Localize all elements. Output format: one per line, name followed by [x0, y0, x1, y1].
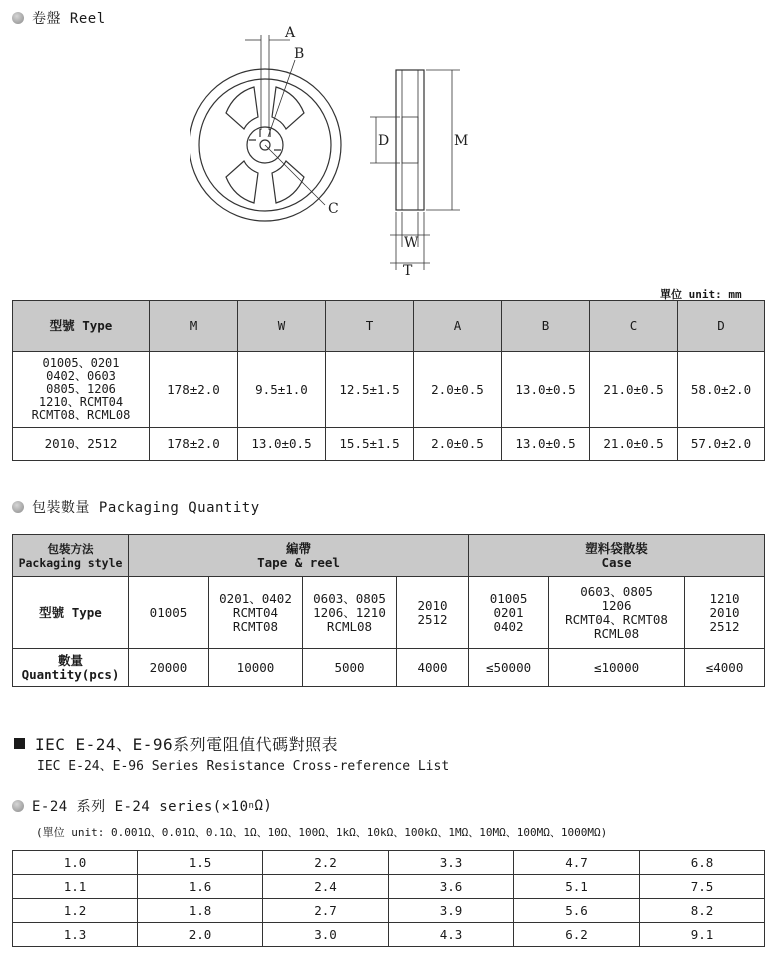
e24-cell: 4.7 — [514, 851, 640, 875]
reel-header-b: B — [502, 301, 590, 352]
tape-reel-header: 編帶 Tape & reel — [129, 535, 469, 577]
label-b: B — [294, 46, 305, 62]
reel-cell: 2.0±0.5 — [414, 352, 502, 428]
e24-cell: 2.4 — [263, 875, 389, 899]
packaging-type-cell: 1210 2010 2512 — [685, 577, 765, 649]
packaging-qty-cell: ≤10000 — [549, 649, 685, 687]
label-t: T — [403, 263, 413, 279]
reel-cell: 2.0±0.5 — [414, 428, 502, 461]
reel-header-w: W — [238, 301, 326, 352]
reel-cell: 57.0±2.0 — [678, 428, 765, 461]
packaging-qty-cell: 4000 — [397, 649, 469, 687]
reel-diagram — [190, 25, 490, 280]
reel-cell: 178±2.0 — [150, 352, 238, 428]
e24-cell: 1.1 — [13, 875, 138, 899]
case-header: 塑料袋散裝 Case — [469, 535, 765, 577]
bullet-icon — [12, 800, 24, 812]
label-d: D — [378, 133, 390, 149]
e24-title-suffix: Ω) — [254, 798, 273, 814]
e24-cell: 2.0 — [138, 923, 263, 947]
e24-cell: 1.2 — [13, 899, 138, 923]
e24-cell: 7.5 — [640, 875, 765, 899]
label-w: W — [404, 235, 419, 251]
e24-cell: 1.3 — [13, 923, 138, 947]
label-a: A — [285, 25, 296, 41]
reel-section-title — [12, 8, 106, 28]
e24-cell: 2.2 — [263, 851, 389, 875]
iec-section-title — [14, 732, 338, 755]
e24-cell: 3.0 — [263, 923, 389, 947]
table-row — [13, 923, 765, 947]
e24-cell: 1.8 — [138, 899, 263, 923]
reel-header-t: T — [326, 301, 414, 352]
reel-cell: 9.5±1.0 — [238, 352, 326, 428]
e24-title-sup: n — [248, 801, 255, 811]
packaging-qty-cell: ≤4000 — [685, 649, 765, 687]
packaging-type-cell: 01005 — [129, 577, 209, 649]
packaging-type-label: 型號 Type — [13, 577, 129, 649]
e24-cell: 3.6 — [389, 875, 514, 899]
e24-cell: 1.5 — [138, 851, 263, 875]
e24-cell: 5.1 — [514, 875, 640, 899]
square-bullet-icon — [14, 738, 25, 749]
table-row — [13, 577, 765, 649]
reel-header-type: 型號 Type — [13, 301, 150, 352]
bullet-icon — [12, 12, 24, 24]
reel-cell: 178±2.0 — [150, 428, 238, 461]
e24-cell: 8.2 — [640, 899, 765, 923]
reel-cell: 58.0±2.0 — [678, 352, 765, 428]
reel-unit: 單位 unit: mm — [660, 288, 742, 301]
e24-cell: 6.8 — [640, 851, 765, 875]
table-row — [13, 875, 765, 899]
reel-cell: 13.0±0.5 — [238, 428, 326, 461]
reel-header-c: C — [590, 301, 678, 352]
e24-units: (單位 unit: 0.001Ω、0.01Ω、0.1Ω、1Ω、10Ω、100Ω、1kΩ、10kΩ、100kΩ、1MΩ、10MΩ、100MΩ、1000MΩ) — [36, 826, 608, 839]
label-m: M — [454, 133, 469, 149]
packaging-qty-cell: ≤50000 — [469, 649, 549, 687]
packaging-title: 包裝數量 Packaging Quantity — [32, 500, 260, 516]
e24-cell: 4.3 — [389, 923, 514, 947]
packaging-table — [12, 534, 765, 687]
e24-cell: 9.1 — [640, 923, 765, 947]
table-row — [13, 352, 765, 428]
reel-cell: 13.0±0.5 — [502, 428, 590, 461]
e24-cell: 6.2 — [514, 923, 640, 947]
e24-cell: 2.7 — [263, 899, 389, 923]
e24-cell: 3.3 — [389, 851, 514, 875]
packaging-type-cell: 0603、0805 1206、1210 RCML08 — [303, 577, 397, 649]
packaging-type-cell: 2010 2512 — [397, 577, 469, 649]
bullet-icon — [12, 501, 24, 513]
packaging-type-cell: 01005 0201 0402 — [469, 577, 549, 649]
table-row — [13, 899, 765, 923]
e24-cell: 1.6 — [138, 875, 263, 899]
e24-cell: 3.9 — [389, 899, 514, 923]
reel-header-d: D — [678, 301, 765, 352]
reel-type-cell: 01005、0201 0402、0603 0805、1206 1210、RCMT04 RCMT08、RCML08 — [13, 352, 150, 428]
e24-cell: 5.6 — [514, 899, 640, 923]
reel-cell: 13.0±0.5 — [502, 352, 590, 428]
table-row — [13, 851, 765, 875]
e24-table — [12, 850, 765, 947]
table-row — [13, 649, 765, 687]
reel-header-a: A — [414, 301, 502, 352]
e24-cell: 1.0 — [13, 851, 138, 875]
packaging-section-title — [12, 497, 260, 517]
packaging-qty-cell: 20000 — [129, 649, 209, 687]
reel-type-cell: 2010、2512 — [13, 428, 150, 461]
packaging-qty-cell: 5000 — [303, 649, 397, 687]
reel-header-m: M — [150, 301, 238, 352]
reel-cell: 15.5±1.5 — [326, 428, 414, 461]
packaging-style-header: 包裝方法 Packaging style — [13, 535, 129, 577]
e24-section-title — [12, 796, 272, 816]
table-row — [13, 428, 765, 461]
packaging-qty-label: 數量 Quantity(pcs) — [13, 649, 129, 687]
reel-table — [12, 300, 765, 461]
packaging-type-cell: 0201、0402 RCMT04 RCMT08 — [209, 577, 303, 649]
reel-cell: 21.0±0.5 — [590, 352, 678, 428]
packaging-type-cell: 0603、0805 1206 RCMT04、RCMT08 RCML08 — [549, 577, 685, 649]
iec-title: IEC E-24、E-96系列電阻值代碼對照表 — [35, 735, 339, 754]
reel-cell: 12.5±1.5 — [326, 352, 414, 428]
reel-title: 卷盤 Reel — [32, 11, 106, 27]
packaging-qty-cell: 10000 — [209, 649, 303, 687]
label-c: C — [328, 201, 339, 217]
iec-subtitle: IEC E-24、E-96 Series Resistance Cross-reference List — [37, 759, 450, 774]
reel-cell: 21.0±0.5 — [590, 428, 678, 461]
e24-title-prefix: E-24 系列 E-24 series(×10 — [32, 799, 249, 815]
